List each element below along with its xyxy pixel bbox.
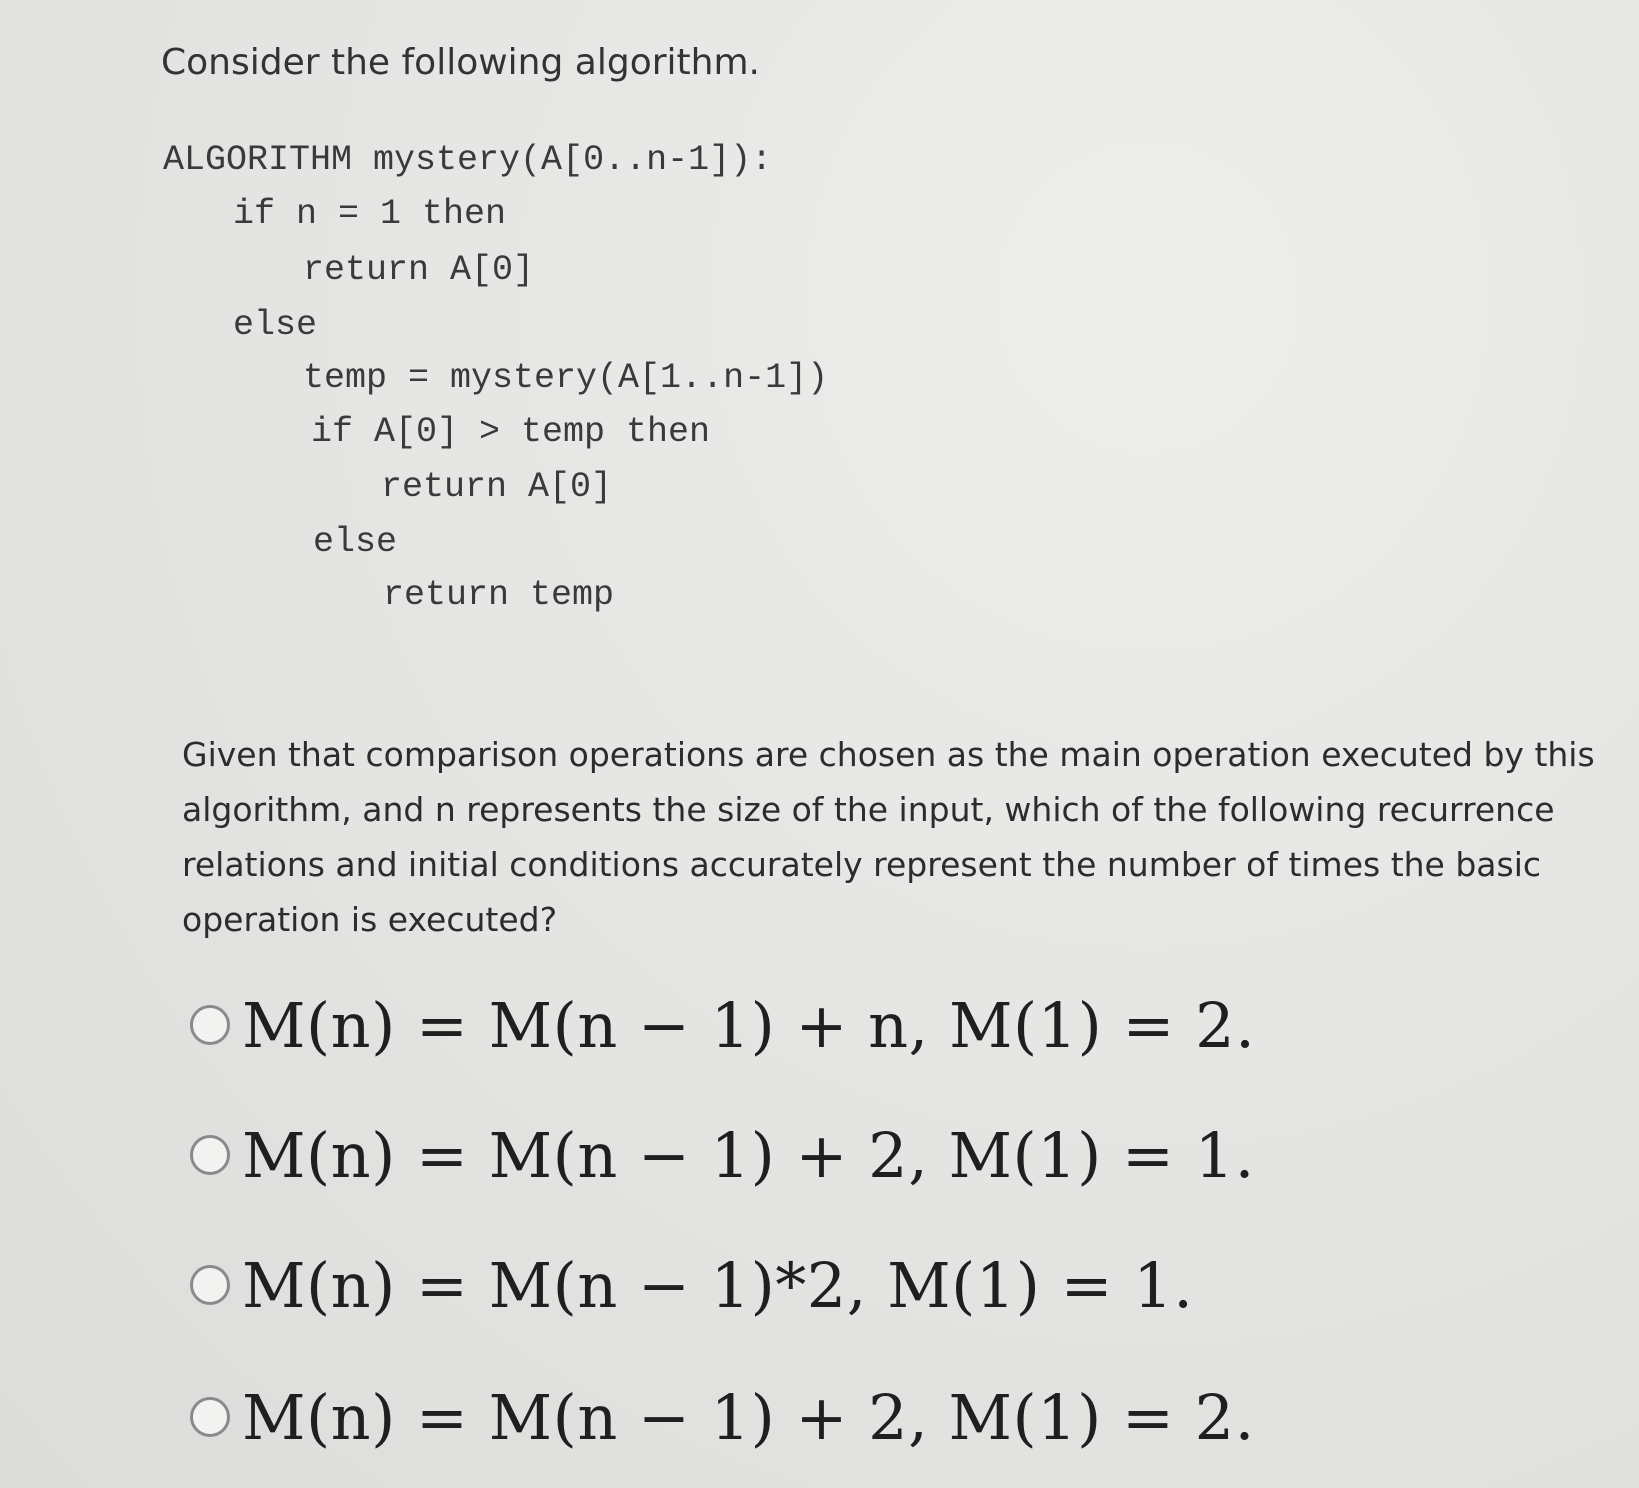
code-line: if n = 1 then	[233, 194, 507, 234]
option-formula: M(n) = M(n − 1) + 2, M(1) = 2.	[242, 1380, 1255, 1454]
code-line: else	[313, 522, 398, 562]
option-formula: M(n) = M(n − 1)*2, M(1) = 1.	[242, 1248, 1194, 1322]
answer-option-2[interactable]	[190, 1115, 1255, 1195]
answer-option-4[interactable]	[190, 1377, 1255, 1457]
option-formula: M(n) = M(n − 1) + n, M(1) = 2.	[242, 988, 1256, 1062]
code-line: if A[0] > temp then	[311, 412, 711, 452]
code-line: ALGORITHM mystery(A[0..n-1]):	[163, 140, 773, 180]
code-line: else	[233, 305, 318, 345]
code-line: temp = mystery(A[1..n-1])	[303, 358, 829, 398]
answer-option-3[interactable]	[190, 1245, 1193, 1325]
code-line: return temp	[383, 575, 615, 615]
radio-button-icon[interactable]	[190, 1135, 230, 1175]
code-line: return A[0]	[303, 250, 535, 290]
question-intro: Consider the following algorithm.	[161, 42, 760, 83]
code-line: return A[0]	[381, 467, 613, 507]
question-text: Given that comparison operations are chosen as the main operation executed by this algorithm, and n represents the size of the input, which of the following recurrence relations and initial conditions accurately represent the number of times the basic operation is executed?	[182, 735, 1595, 939]
radio-button-icon[interactable]	[190, 1397, 230, 1437]
option-formula: M(n) = M(n − 1) + 2, M(1) = 1.	[242, 1118, 1255, 1192]
answer-option-1[interactable]	[190, 985, 1255, 1065]
radio-button-icon[interactable]	[190, 1005, 230, 1045]
radio-button-icon[interactable]	[190, 1265, 230, 1305]
